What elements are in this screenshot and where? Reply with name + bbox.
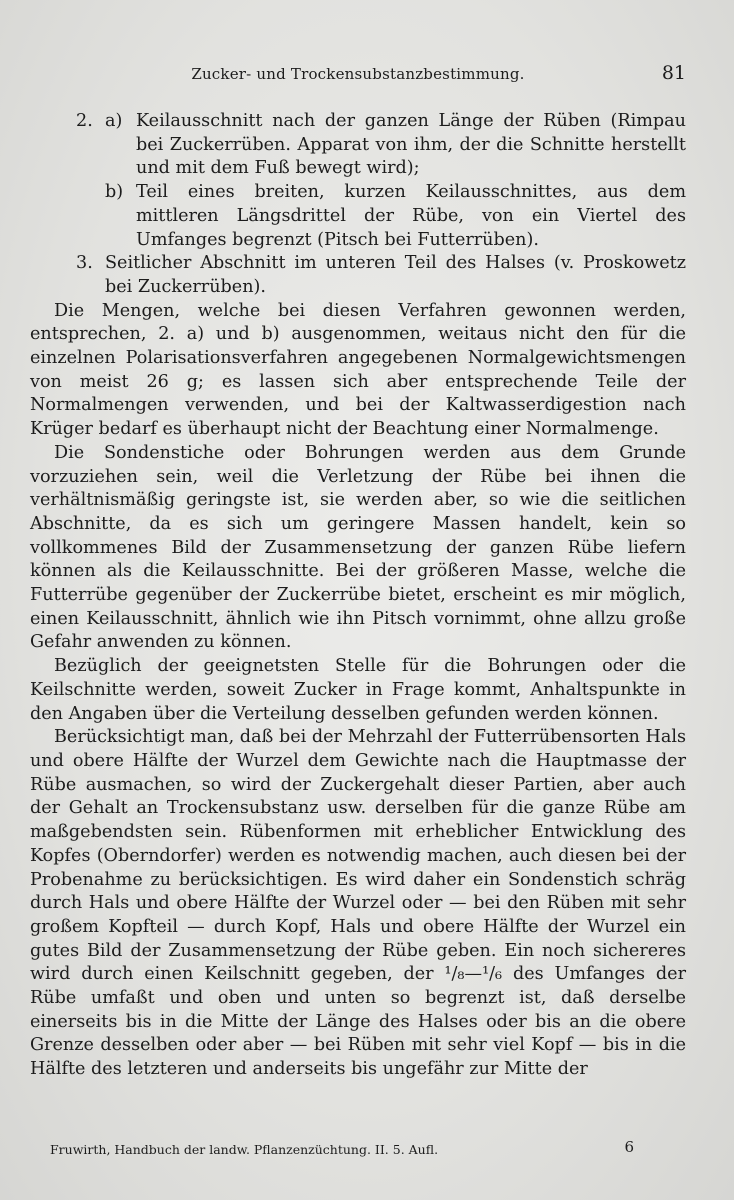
- list-item-text: Keilausschnitt nach der ganzen Länge der Rüben (Rimpau bei Zuckerrüben. Apparat von ihm, der die Schnitte herstellt und mit dem Fuß bewegt wird);: [136, 111, 686, 179]
- method-list: [30, 110, 686, 300]
- paragraph: Die Sondenstiche oder Bohrungen werden aus dem Grunde vorzuziehen sein, weil die Verletzung der Rübe bei ihnen die verhältnismäßig geringste ist, sie werden aber, so wie die seitlichen Abschnitte, da es sich um geringere Massen handelt, kein so vollkommenes Bild der Zusammensetzung der ganzen Rübe liefern können als die Keilausschnitte. Bei der größeren Masse, welche die Futterrübe gegenüber der Zuckerrübe bietet, erscheint es mir möglich, einen Keilausschnitt, ähnlich wie ihn Pitsch vornimmt, ohne allzu große Gefahr anwenden zu können.: [30, 442, 686, 653]
- page-header: [30, 62, 686, 88]
- running-title: Zucker- und Trockensubstanzbestimmung.: [191, 65, 525, 83]
- list-item-number: 2.: [76, 111, 93, 131]
- paragraph: Berücksichtigt man, daß bei der Mehrzahl der Futterrübensorten Hals und obere Hälfte der Wurzel dem Gewichte nach die Hauptmasse der Rübe ausmachen, so wird der Zuckergehalt dieser Partien, aber auch der Gehalt an Trockensubstanz usw. derselben für die ganze Rübe am maßgebendsten sein. Rübenformen mit erheblicher Entwicklung des Kopfes (Oberndorfer) werden es notwendig machen, auch diesen bei der Probenahme zu berücksichtigen. Es wird daher ein Sondenstich schräg durch Hals und obere Hälfte der Wurzel oder — bei den Rüben mit sehr großem Kopfteil — durch Kopf, Hals und obere Hälfte der Wurzel ein gutes Bild der Zusammensetzung der Rübe geben. Ein noch sichereres wird durch einen Keilschnitt gegeben, der ¹/₈—¹/₆ des Umfanges der Rübe umfaßt und oben und unten so begrenzt ist, daß derselbe einerseits bis in die Mitte der Länge des Halses oder bis an die obere Grenze desselben oder aber — bei Rüben mit sehr viel Kopf — bis in die Hälfte des letzteren und anderseits bis ungefähr zur Mitte der: [30, 727, 686, 1080]
- list-item: [30, 181, 686, 252]
- sheet-number: 6: [624, 1138, 634, 1156]
- page-footer: [50, 1140, 634, 1162]
- paragraph: Bezüglich der geeignetsten Stelle für die Bohrungen oder die Keilschnitte werden, soweit Zucker in Frage kommt, Anhaltspunkte in den Angaben über die Verteilung desselben gefunden werden können.: [30, 656, 686, 724]
- list-item-letter: b): [105, 182, 124, 203]
- list-item-text: Seitlicher Abschnitt im unteren Teil des Halses (v. Proskowetz bei Zuckerrüben).: [105, 253, 686, 297]
- page-body: [30, 110, 686, 1082]
- list-item: [30, 110, 686, 181]
- list-item-number: 3.: [76, 253, 93, 274]
- page-number: 81: [661, 62, 686, 84]
- list-item: [30, 252, 686, 299]
- paragraph: Die Mengen, welche bei diesen Verfahren gewonnen werden, entsprechen, 2. a) und b) ausgenommen, weitaus nicht den für die einzelnen Polarisationsverfahren angegebenen Normalgewichtsmengen von meist 26 g; es lassen sich aber entsprechende Teile der Normalmengen verwenden, und bei der Kaltwasserdigestion nach Krüger bedarf es überhaupt nicht der Beachtung einer Normalmenge.: [30, 300, 686, 440]
- list-item-letter: a): [105, 111, 123, 131]
- list-item-text: Teil eines breiten, kurzen Keilausschnittes, aus dem mittleren Längsdrittel der Rübe, von ein Viertel des Umfanges begrenzt (Pitsch bei Futterrüben).: [136, 182, 686, 250]
- footer-citation: Fruwirth, Handbuch der landw. Pflanzenzüchtung. II. 5. Aufl.: [50, 1142, 439, 1157]
